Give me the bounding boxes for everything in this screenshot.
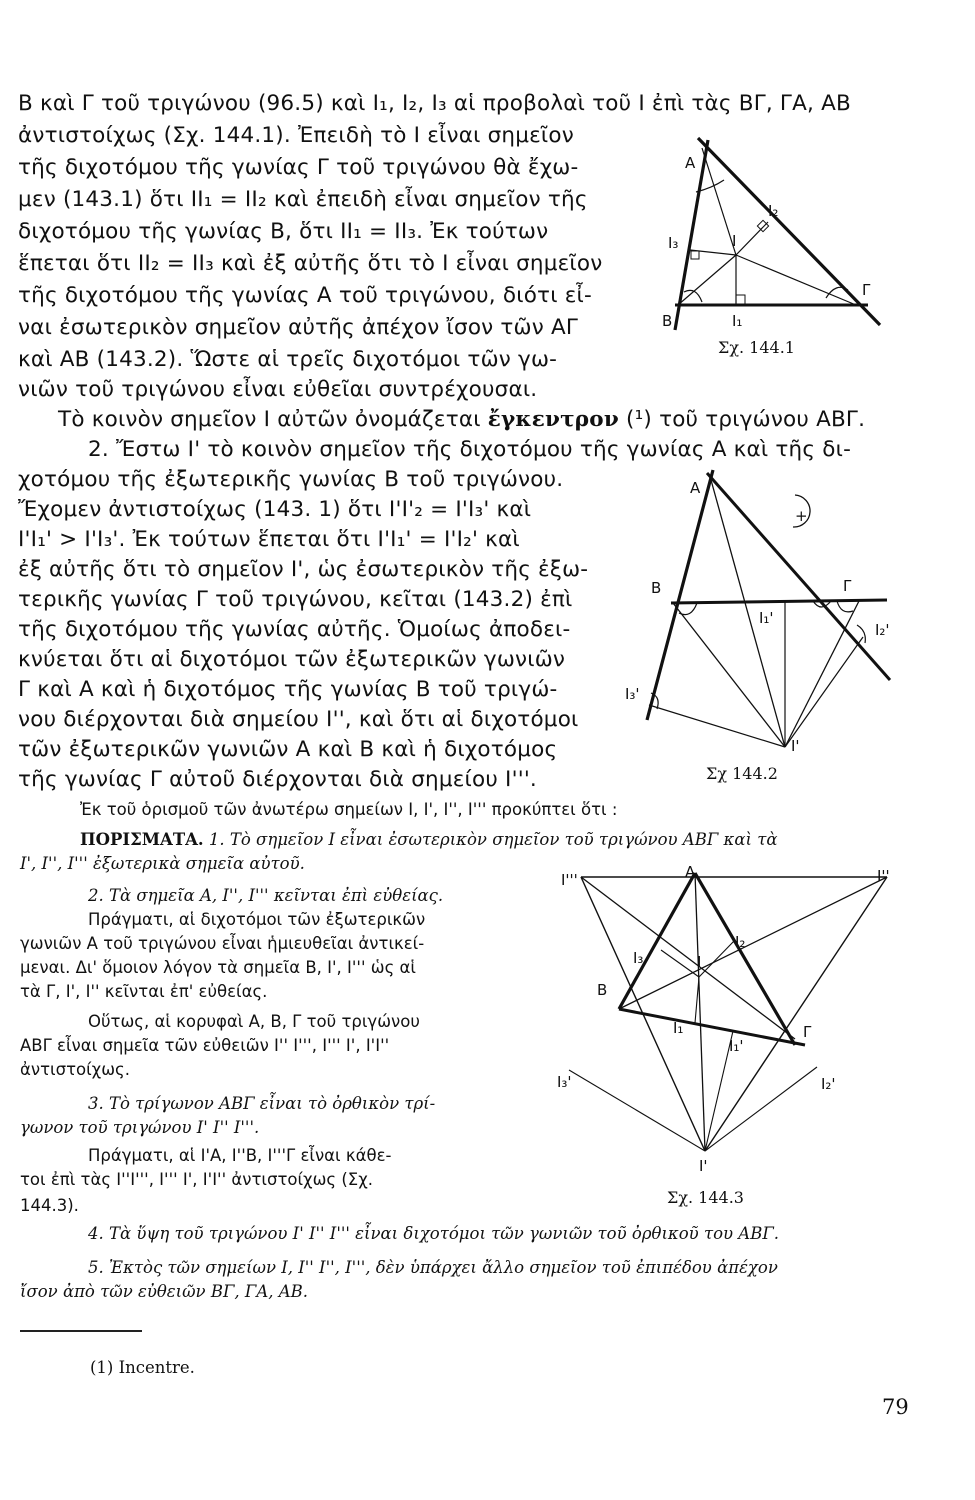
corollary-1-line2: Ι', Ι'', Ι''' ἐξωτερικὰ σημεῖα αὐτοῦ.	[20, 854, 305, 873]
bisector-g	[581, 877, 795, 1039]
footnote-rule	[20, 1330, 142, 1332]
corollary-3-title-line2: γωνον τοῦ τριγώνου Ι' Ι'' Ι'''.	[20, 1118, 260, 1137]
line-ag	[707, 473, 890, 680]
label-b: B	[651, 579, 662, 597]
text-line: Πράγματι, αἱ Ι'Α, Ι''Β, Ι'''Γ εἶναι κάθε-	[88, 1146, 392, 1165]
text-line: τοι ἐπὶ τὰς Ι''Ι''', Ι''' Ι', Ι'Ι'' ἀντιστοίχως (Σχ.	[20, 1170, 373, 1189]
corollary-5-line2: ἴσον ἀπὸ τῶν εὐθειῶν ΒΓ, ΓΑ, ΑΒ.	[20, 1282, 309, 1301]
label-i3: I₃	[633, 949, 644, 967]
text-line: ἐξ αὐτῆς ὅτι τὸ σημεῖον Ι', ὡς ἐσωτερικὸν τῆς ἐξω-	[18, 557, 589, 582]
label-b: B	[662, 312, 673, 330]
page-number: 79	[882, 1395, 909, 1419]
text-line: νιῶν τοῦ τριγώνου εἶναι εὐθεῖαι συντρέχουσαι.	[18, 377, 538, 402]
right-angle-i1	[736, 295, 745, 304]
corollary-3-title: 3. Τὸ τρίγωνον ΑΒΓ εἶναι τὸ ὀρθικὸν τρί-	[88, 1094, 436, 1113]
line-ipp-ip	[705, 877, 887, 1151]
bisector-g-ext	[785, 601, 859, 747]
text-line: Β καὶ Γ τοῦ τριγώνου (96.5) καὶ I₁, I₂, I₃ αἱ προβολαὶ τοῦ Ι ἐπὶ τὰς ΒΓ, ΓΑ, ΑΒ	[18, 91, 851, 116]
incenter-pre: Τὸ κοινὸν σημεῖον Ι αὐτῶν ὀνομάζεται	[58, 407, 481, 432]
text-line: Οὕτως, αἱ κορυφαὶ Α, Β, Γ τοῦ τριγώνου	[88, 1012, 420, 1031]
corollary-1	[80, 828, 777, 852]
perp-i1	[695, 977, 699, 1023]
figure-144-1-caption: Σχ. 144.1	[718, 338, 795, 357]
label-i3: I₃	[668, 234, 679, 252]
figure-144-2	[625, 465, 905, 755]
side-ab	[619, 873, 695, 1009]
footnote-ref: (¹)	[626, 407, 653, 432]
bisector-a	[702, 148, 736, 255]
text-line: χοτόμου τῆς ἐξωτερικῆς γωνίας Β τοῦ τριγώνου.	[18, 467, 564, 492]
label-i: I	[732, 232, 737, 250]
label-plus: +	[795, 507, 808, 525]
text-line: ἀντιστοίχως (Σχ. 144.1). Ἐπειδὴ τὸ Ι εἶναι σημεῖον	[18, 123, 574, 148]
text-line: τῆς διχοτόμου τῆς γωνίας αὐτῆς. Ὁμοίως ἀποδει-	[18, 617, 571, 642]
text-line: ἀντιστοίχως.	[20, 1060, 130, 1079]
text-line: καὶ ΑΒ (143.2). Ὥστε αἱ τρεῖς διχοτόμοι τῶν γω-	[18, 347, 558, 372]
corollary-4: 4. Τὰ ὕψη τοῦ τριγώνου Ι' Ι'' Ι''' εἶναι διχοτόμοι τῶν γωνιῶν τοῦ ὀρθικοῦ του ΑΒΓ.	[88, 1224, 780, 1243]
side-ag	[695, 873, 795, 1045]
label-i1p: I₁'	[759, 609, 774, 627]
figure-144-1	[640, 130, 890, 370]
perpendicular-i2	[736, 222, 768, 255]
perp-i3p	[569, 1070, 705, 1151]
text-line: ΑΒΓ εἶναι σημεῖα τῶν εὐθειῶν Ι'' Ι''', Ι''' Ι', Ι'Ι''	[20, 1036, 390, 1055]
figure-144-3	[555, 855, 905, 1175]
label-a: A	[685, 863, 696, 881]
text-line: 2. Ἔστω Ι' τὸ κοινὸν σημεῖον τῆς διχοτόμου τῆς γωνίας Α καὶ τῆς δι-	[88, 437, 852, 462]
footnote: (1) Incentre.	[90, 1358, 195, 1377]
corollary-5: 5. Ἐκτὸς τῶν σημείων Ι, Ι'' Ι'', Ι''', δὲν ὑπάρχει ἄλλο σημεῖον τοῦ ἐπιπέδου ἀπέχον	[88, 1258, 778, 1277]
label-ip: I'	[791, 737, 800, 755]
perp-i3	[661, 950, 702, 977]
text-line: νου διέρχονται διὰ σημείου Ι'', καὶ ὅτι αἱ διχοτόμοι	[18, 707, 579, 732]
text-line: 144.3).	[20, 1196, 79, 1215]
text-line: τὰ Γ, Ι', Ι'' κεῖνται ἐπ' εὐθείας.	[20, 982, 268, 1001]
label-i: I	[697, 953, 702, 971]
label-i2: I₂	[735, 933, 746, 951]
text-line: μεναι. Δι' ὅμοιον λόγον τὰ σημεῖα Β, Ι', Ι''' ὡς αἱ	[20, 958, 416, 977]
label-g: Γ	[843, 577, 852, 595]
angle-arc-b	[679, 603, 697, 615]
line-bg	[671, 600, 887, 603]
label-ip: I'	[699, 1157, 708, 1175]
incenter-paragraph	[58, 406, 865, 434]
text-line: κνύεται ὅτι αἱ διχοτόμοι τῶν ἐξωτερικῶν γωνιῶν	[18, 647, 566, 672]
perpendicular-i2p	[785, 637, 863, 747]
label-i2: I₂	[768, 202, 779, 220]
text-line: Πράγματι, αἱ διχοτόμοι τῶν ἐξωτερικῶν	[88, 910, 426, 929]
label-i2p: I₂'	[821, 1075, 836, 1093]
text-line: ἕπεται ὅτι ΙΙ₂ = ΙΙ₃ καὶ ἐξ αὐτῆς ὅτι τὸ Ι εἶναι σημεῖον	[18, 251, 603, 276]
text-line: τῶν ἐξωτερικῶν γωνιῶν Α καὶ Β καὶ ἡ διχοτόμος	[18, 737, 558, 762]
angle-arc-g	[837, 601, 853, 612]
perpendicular-i3p	[649, 705, 785, 747]
text-line: Ι'Ι₁' > Ι'Ι₃'. Ἐκ τούτων ἕπεται ὅτι Ι'Ι₁' = Ι'Ι₂' καὶ	[18, 527, 520, 552]
label-i3p: I₃'	[557, 1073, 572, 1091]
label-g: Γ	[862, 281, 871, 299]
text-line: τῆς διχοτόμου τῆς γωνίας Α τοῦ τριγώνου, διότι εἶ-	[18, 283, 592, 308]
corollary-1-text: 1. Τὸ σημεῖον Ι εἶναι ἐσωτερικὸν σημεῖον τοῦ τριγώνου ΑΒΓ καὶ τὰ	[208, 830, 778, 849]
corollaries-heading: ΠΟΡΙΣΜΑΤΑ.	[80, 830, 204, 849]
label-b: B	[597, 981, 608, 999]
right-angle-i2	[757, 220, 768, 231]
side-ag	[698, 138, 880, 325]
corollary-2-title: 2. Τὰ σημεῖα Α, Ι'', Ι''' κεῖνται ἐπὶ εὐθείας.	[88, 886, 444, 905]
definition-line: Ἐκ τοῦ ὁρισμοῦ τῶν ἀνωτέρω σημείων Ι, Ι', Ι'', Ι''' προκύπτει ὅτι :	[80, 800, 618, 819]
figure-144-2-caption: Σχ 144.2	[706, 764, 778, 783]
label-a: A	[685, 154, 696, 172]
text-line: τῆς γωνίας Γ αὐτοῦ διέρχονται διὰ σημείου Ι'''.	[18, 767, 537, 792]
text-line: διχοτόμου τῆς γωνίας Β, ὅτι ΙΙ₁ = ΙΙ₃. Ἐκ τούτων	[18, 219, 549, 244]
text-line: τῆς διχοτόμου τῆς γωνίας Γ τοῦ τριγώνου θὰ ἔχω-	[18, 155, 579, 180]
text-line: μεν (143.1) ὅτι ΙΙ₁ = ΙΙ₂ καὶ ἐπειδὴ εἶναι σημεῖον τῆς	[18, 187, 588, 212]
label-i2p: I₂'	[875, 621, 890, 639]
label-ippp: I'''	[561, 871, 578, 889]
text-line: Γ καὶ Α καὶ ἡ διχοτόμος τῆς γωνίας Β τοῦ τριγώ-	[18, 677, 558, 702]
right-angle-i3	[691, 251, 699, 259]
text-line: ναι ἐσωτερικὸν σημεῖον αὐτῆς ἀπέχον ἴσον τῶν ΑΓ	[18, 315, 579, 340]
label-i3p: I₃'	[625, 685, 640, 703]
label-g: Γ	[803, 1023, 812, 1041]
text-line: γωνιῶν Α τοῦ τριγώνου εἶναι ἡμιευθεῖαι ἀντικεί-	[20, 934, 425, 953]
figure-144-3-caption: Σχ. 144.3	[667, 1188, 744, 1207]
label-a: A	[690, 479, 701, 497]
bisector-b	[619, 877, 887, 1009]
perp-i2	[699, 940, 735, 977]
incenter-post: τοῦ τριγώνου ΑΒΓ.	[659, 407, 866, 432]
text-line: Ἔχομεν ἀντιστοίχως (143. 1) ὅτι Ι'Ι'₂ = Ι'Ι₃' καὶ	[18, 497, 532, 522]
label-i1: I₁	[673, 1019, 684, 1037]
label-i1: I₁	[732, 312, 743, 330]
incenter-term: ἔγκεντρον	[487, 407, 619, 432]
label-i1p: I₁'	[729, 1037, 744, 1055]
label-ipp: I''	[877, 867, 890, 885]
text-line: τερικῆς γωνίας Γ τοῦ τριγώνου, κεῖται (143.2) ἐπὶ	[18, 587, 573, 612]
